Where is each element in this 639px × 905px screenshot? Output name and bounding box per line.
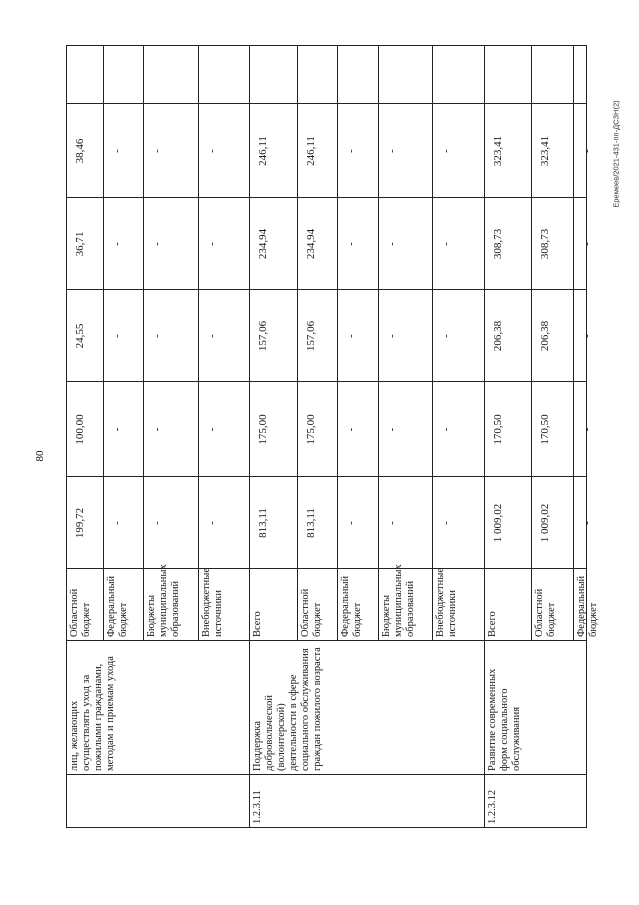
budget-value: 175,00 xyxy=(305,414,317,445)
budget-value: - xyxy=(345,149,357,153)
budget-value: - xyxy=(345,521,357,525)
budget-value: - xyxy=(386,242,398,246)
budget-value: 100,00 xyxy=(74,414,86,445)
funding-source-label: Внебюджетные источники xyxy=(435,568,458,637)
budget-value: 323,41 xyxy=(539,135,551,167)
budget-value: 1 009,02 xyxy=(539,503,551,543)
budget-value: - xyxy=(440,521,452,525)
budget-value: - xyxy=(440,427,452,432)
budget-value: - xyxy=(206,427,218,432)
program-number: 1.2.3.12 xyxy=(487,789,498,824)
budget-value: 175,00 xyxy=(257,414,269,445)
program-number: 1.2.3.11 xyxy=(252,790,263,824)
budget-value: - xyxy=(111,242,123,246)
budget-value: - xyxy=(581,334,593,338)
budget-table-frame xyxy=(66,45,599,828)
budget-value: - xyxy=(151,334,163,338)
budget-value: - xyxy=(386,149,398,153)
budget-value: 38,46 xyxy=(74,138,86,164)
budget-value: 206,38 xyxy=(539,320,551,352)
budget-value: - xyxy=(581,242,593,246)
program-name: Развитие современных форм социального обслуживания xyxy=(487,668,522,771)
budget-value: 234,94 xyxy=(257,228,269,260)
budget-value: - xyxy=(206,242,218,246)
budget-value: - xyxy=(581,149,593,153)
program-name: Поддержка добровольческой (волонтерской) деятельности в сфере социального обслуживания граждан пожилого возраста xyxy=(252,647,323,771)
budget-value: - xyxy=(151,149,163,153)
budget-value: 170,50 xyxy=(492,414,504,445)
budget-value: - xyxy=(206,149,218,153)
budget-value: 157,06 xyxy=(305,320,317,352)
budget-value: - xyxy=(151,521,163,525)
program-name: лиц, желающих осуществлять уход за пожилыми гражданами, методам и приемам ухода xyxy=(69,656,116,771)
budget-value: 199,72 xyxy=(74,507,86,539)
budget-value: 323,41 xyxy=(492,135,504,167)
table-rule xyxy=(66,45,587,46)
funding-source-label: Областной бюджет xyxy=(69,588,92,637)
budget-value: - xyxy=(581,521,593,525)
funding-source-label: Федеральный бюджет xyxy=(340,575,363,637)
budget-value: - xyxy=(386,427,398,432)
budget-value: - xyxy=(440,242,452,246)
budget-value: - xyxy=(386,521,398,525)
budget-value: - xyxy=(111,427,123,432)
budget-value: - xyxy=(345,242,357,246)
budget-value: - xyxy=(151,242,163,246)
budget-value: 246,11 xyxy=(305,136,317,166)
budget-value: 308,73 xyxy=(539,228,551,260)
budget-value: 813,11 xyxy=(305,508,317,538)
budget-value: - xyxy=(386,334,398,338)
budget-value: 246,11 xyxy=(257,136,269,166)
budget-value: - xyxy=(111,521,123,525)
funding-source-label: Всего xyxy=(487,611,498,637)
budget-value: - xyxy=(206,521,218,525)
budget-value: 206,38 xyxy=(492,320,504,352)
budget-table xyxy=(66,45,599,828)
funding-source-label: Всего xyxy=(252,611,263,637)
budget-value: - xyxy=(111,334,123,338)
budget-value: - xyxy=(440,149,452,153)
budget-value: 234,94 xyxy=(305,228,317,260)
funding-source-label: Федеральный бюджет xyxy=(106,575,129,637)
funding-source-label: Внебюджетные источники xyxy=(201,568,224,637)
budget-value: - xyxy=(345,334,357,338)
budget-value: - xyxy=(151,427,163,432)
budget-value: - xyxy=(440,334,452,338)
funding-source-label: Федеральный бюджет xyxy=(576,575,599,637)
page-number: 80 xyxy=(34,450,46,462)
budget-value: - xyxy=(345,427,357,432)
program-number xyxy=(66,775,249,828)
budget-value: - xyxy=(206,334,218,338)
budget-value: 36,71 xyxy=(74,231,86,257)
budget-value: 24,55 xyxy=(74,323,86,349)
funding-source-label: Бюджеты муниципальных образований xyxy=(381,564,416,637)
budget-value: 308,73 xyxy=(492,228,504,260)
budget-value: 170,50 xyxy=(539,414,551,445)
budget-value: 1 009,02 xyxy=(492,503,504,543)
funding-source-label: Областной бюджет xyxy=(300,588,323,637)
funding-source-label: Областной бюджет xyxy=(534,588,557,637)
budget-value: 157,06 xyxy=(257,320,269,352)
budget-value: 813,11 xyxy=(257,508,269,538)
budget-value: - xyxy=(581,427,593,432)
funding-source-label: Бюджеты муниципальных образований xyxy=(146,564,181,637)
budget-value: - xyxy=(111,149,123,153)
document-code: Еремеев/2021-431-пп-ДСЗН(2) xyxy=(611,100,621,208)
